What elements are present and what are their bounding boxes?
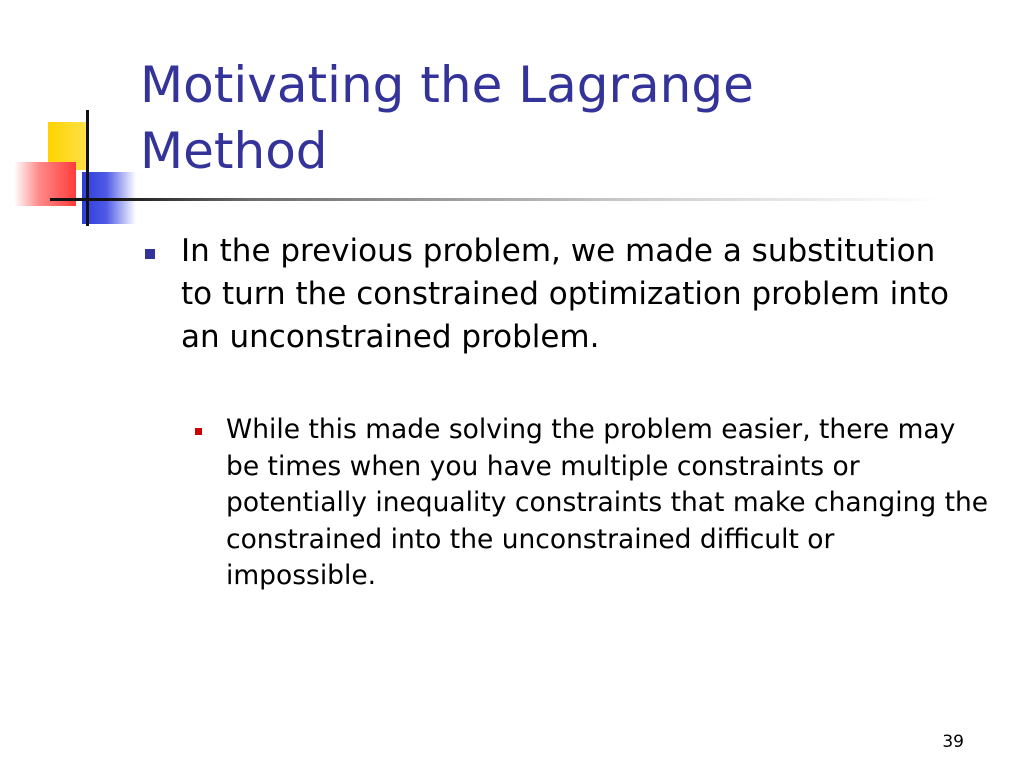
slide-number: 39	[942, 732, 964, 752]
small-square-bullet-icon	[195, 428, 202, 435]
title-divider-line	[50, 198, 940, 201]
slide-title	[140, 52, 960, 184]
slide-title-line-2: Method	[140, 122, 328, 180]
slide-title-line-1: Motivating the Lagrange	[140, 56, 754, 114]
sub-bullet-item	[192, 412, 992, 595]
bullet-item	[143, 230, 973, 359]
square-bullet-icon	[145, 249, 155, 259]
logo-vertical-line	[86, 110, 89, 226]
sub-bullet-text: While this made solving the problem easier, there may be times when you have multiple constraints or potentially inequality constraints that make changing the constrained into the unconstrained difficult or impossible.	[226, 414, 989, 591]
bullet-text: In the previous problem, we made a substitution to turn the constrained optimization problem into an unconstrained problem.	[181, 233, 950, 355]
